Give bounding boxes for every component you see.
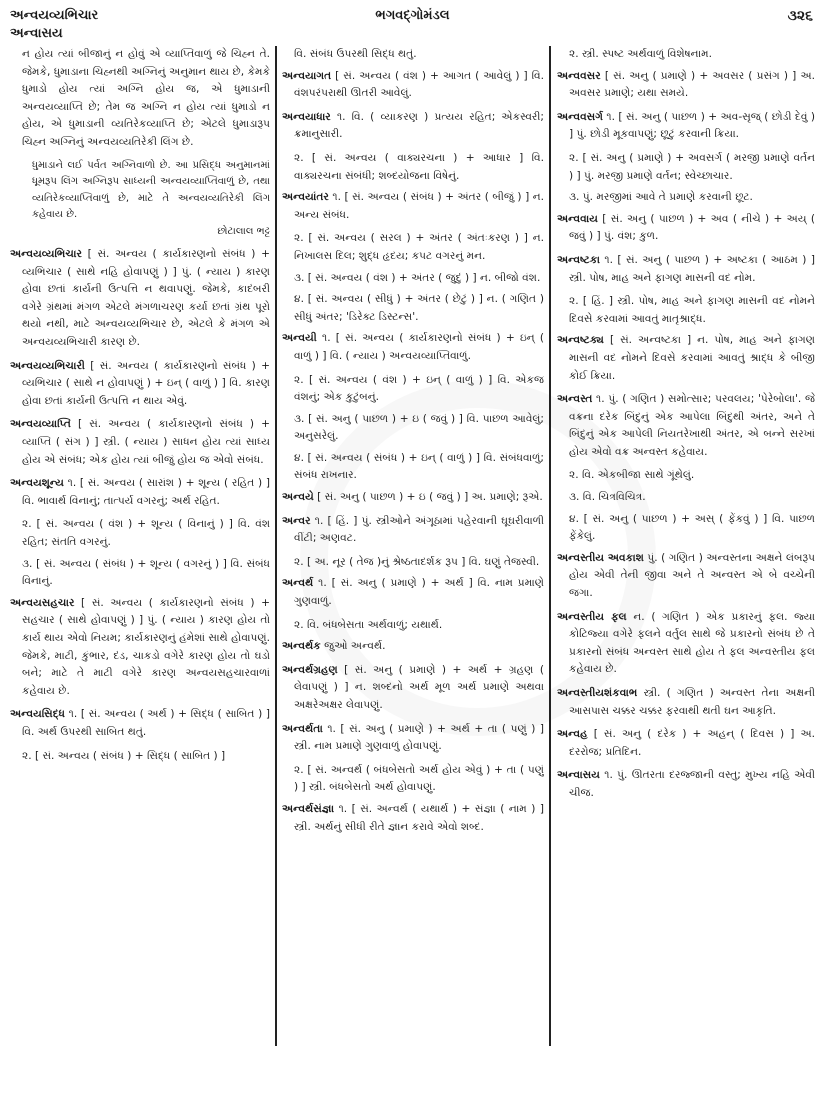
entry-continuation: વિ. સંબંધ ઉપરથી સિદ્ધ થતું. (294, 48, 417, 60)
entry-definition: ૧. [ હિં. ] પું. સ્ત્રીઓને અંગૂઠામાં પહેરવાની ઘૂઘરીવાળી વીંટી; અણવટ. (294, 514, 544, 545)
entry-sense: ૩. [ સં. અન્વય ( સંબંધ ) + શૂન્ય ( વગરનું ) ] વિ. સંબંધ વિનાનું. (22, 557, 270, 588)
entry-definition: ૧. [ સં. અન્વય ( કાર્યકારણનો સંબંધ ) + ઇન્ ( વાળું ) ] વિ. ( ન્યાય ) અન્વયવ્યાપ્તિવાળું. (294, 332, 544, 362)
entry-headword: અન્વયવ્યભિચારી (10, 359, 85, 372)
dictionary-entry (557, 726, 815, 761)
entry-headword: અન્વયશૂન્ય (10, 477, 64, 490)
entry-headword: અન્વષ્ટક્ય (557, 334, 604, 347)
entry-sense: ૨. વિ. એકબીજા સાથે ગૂંથેલું. (569, 469, 695, 482)
entry-headword: અન્વસ્ત (557, 393, 593, 406)
entry-definition: ૧. [ સં. અન્વય ( સારાંશ ) + શૂન્ય ( રહિત ) ] વિ. ભાવાર્થ વિનાનું; તાત્પર્ય વગરનું; અર્થ રહિત. (22, 477, 270, 507)
dictionary-entry (282, 662, 544, 715)
entry-headword: અન્વવાય (557, 212, 598, 225)
entry-definition: ૧. [ સં. અન્વય ( અર્થ ) + સિદ્ધ ( સાબિત ) ] વિ. અર્થ ઉપરથી સાબિત થતું. (22, 708, 270, 738)
dictionary-columns (0, 46, 825, 1106)
entry-definition: ૧. પું. ઊતરતા દરજ્જાની વસ્તુ; મુખ્ય નહિ એવી ચીજ. (569, 769, 815, 799)
dictionary-entry (10, 595, 270, 701)
dictionary-entry (557, 391, 815, 461)
entry-definition: [ સં. અન્વય ( કાર્યકારણનો સંબંધ ) + સહચાર ( સાથે હોવાપણું ) ] પું. ( ન્યાય ) કારણ હોય તો કાર્ય થાય એવો નિયમ; કાર્યકારણનું હંમેશાં સાથે હોવાપણું. જેમકે, માટી, કુંભાર, દંડ, ચાકડો વગેરે કારણ હોય તો ઘડો બને; માટે તે માટી વગેરે કારણ અન્વયસહચારવાળાં કહેવાય છે. (22, 596, 270, 697)
entry-definition: ૧. [ સં. અનુ ( પાછળ ) + અષ્ટકા ( આઠમ ) ] સ્ત્રી. પોષ, માહ અને ફાગણ માસની વદ નોમ. (569, 253, 815, 284)
dictionary-entry (10, 706, 270, 741)
entry-definition: [ સં. અનુ ( પ્રમાણે ) + અર્થ + ગ્રહણ ( લેવાપણું ) ] ન. શબ્દનો અર્થ મૂળ અર્થ પ્રમાણે અથવા અક્ષરેઅક્ષર લેવાપણું. (294, 663, 544, 711)
dictionary-entry (10, 358, 270, 411)
dictionary-entry (282, 721, 544, 756)
dictionary-entry (557, 211, 815, 246)
citation-quote (10, 158, 270, 241)
entry-headword: અન્વર્થ (282, 577, 314, 590)
entry-sense: ૪. [ સં. અન્વય ( સંબંધ ) + ઇન્ ( વાળું ) ] વિ. સંબંધવાળું; સંબંધ રાખનાર. (294, 451, 544, 482)
entry-definition: [ સં. અનુ ( પાછળ ) + ઇ ( જવું ) ] અ. પ્રમાણે; રૂએ. (313, 491, 543, 504)
entry-sense: ૨. [ સં. અન્વય ( વંશ ) + શૂન્ય ( વિનાનું ) ] વિ. વંશ રહિત; સંતતિ વગરનું. (22, 518, 270, 548)
dictionary-entry (557, 332, 815, 385)
dictionary-entry (282, 330, 544, 365)
column-3 (557, 46, 815, 1096)
quote-text: ધુમાડાને લઈ પર્વત અગ્નિવાળો છે. આ પ્રસિદ્ધ અનુમાનમાં ધૂમરૂપ લિંગ અગ્નિરૂપ સાધ્યની અન્વયવ્યાપ્તિવાળું છે, તથા વ્યતિરેકવ્યાપ્તિવાળું છે, માટે તે અન્વયવ્યતિરેકી લિંગ કહેવાય છે. (32, 159, 270, 221)
entry-headword: અન્વવસર (557, 69, 601, 82)
entry-definition: ૧. [ સં. અનુ ( પાછળ ) + અવ-સૃજ્ ( છોડી દેવું ) ] પું. છોડી મૂકવાપણું; છૂટું કરવાની ક્રિયા. (569, 110, 815, 141)
dictionary-entry (557, 767, 815, 802)
dictionary-entry (557, 609, 815, 679)
entry-headword: અન્વયવ્યાપ્તિ (10, 418, 71, 431)
entry-headword: અન્વર્થતા (282, 722, 323, 735)
entry-definition: [ સં. અન્વય ( વંશ ) + આગત ( આવેલું ) ] વિ. વંશપરંપરાથી ઊતરી આવેલું. (294, 69, 544, 100)
entry-definition: ૧. વિ. ( વ્યાકરણ ) પ્રત્યય રહિત; એકસ્વરી; ક્રમાનુસારી. (294, 110, 544, 141)
dictionary-entry (557, 68, 815, 103)
entry-headword: અન્વયાંતર (282, 191, 329, 204)
entry-sense: ૩. [ સં. અનુ ( પાછળ ) + ઇ ( જવું ) ] વિ. પાછળ આવેલું; અનુસરેલું. (294, 412, 544, 443)
dictionary-entry (557, 109, 815, 144)
entry-headword: અન્વર્થક (282, 640, 321, 653)
entry-continuation: ન હોય ત્યાં બીજાનું ન હોવું એ વ્યાપ્તિવાળું જે ચિહ્ન તે. જેમકે, ધુમાડાના ચિહ્નથી અગ્નિનું અનુમાન થાય છે, કેમકે ધુમાડો હોય ત્યાં અગ્નિ હોય જ, એ ધુમાડાની અન્વયવ્યાપ્તિ છે; તેમ જ અગ્નિ ન હોય ત્યાં ધુમાડો ન હોય, એ ધુમાડાની વ્યતિરેકવ્યાપ્તિ છે; એટલે ધુમાડારૂપ ચિહ્ન અગ્નિનું અન્વયવ્યતિરેકી લિંગ છે. (22, 48, 270, 148)
page-header (0, 6, 825, 46)
entry-sense: ૨. [ અ. નૂર ( તેજ )નું શ્રેષ્ઠતાદર્શક રૂપ ] વિ. ઘણું તેજસ્વી. (294, 555, 540, 568)
entry-sense: ૨. વિ. બંધબેસતા અર્થવાળું; યથાર્થ. (294, 618, 443, 631)
entry-sense: ૨. [ સં. અન્વય ( વાક્યરચના ) + આધાર ] વિ. વાક્યરચના સંબંધી; શબ્દયોજના વિષેનું. (294, 151, 544, 182)
entry-definition: ૧. [ સં. અન્વર્થ ( યથાર્થ ) + સંજ્ઞા ( નામ ) ] સ્ત્રી. અર્થનું સીધી રીતે જ્ઞાન કરાવે એવો શબ્દ. (294, 802, 544, 833)
dictionary-entry (282, 575, 544, 610)
entry-definition: [ સં. અનુ ( દરેક ) + અહન્ ( દિવસ ) ] અ. દરરોજ; પ્રતિદિન. (569, 728, 815, 758)
last-headword: અન્વાસય (10, 26, 63, 41)
book-title: ભગવદ્ગોમંડલ (375, 8, 450, 23)
entry-definition: [ સં. અનુ ( પાછળ ) + અવ ( નીચે ) + અય્ ( જવું ) ] પું. વંશ; કુળ. (569, 212, 815, 243)
entry-definition: [ સં. અનુ ( પ્રમાણે ) + અવસર ( પ્રસંગ ) ] અ. અવસર પ્રમાણે; યથા સમયે. (569, 69, 815, 100)
dictionary-entry (10, 246, 270, 352)
entry-headword: અન્વર્થસંજ્ઞા (282, 802, 335, 815)
dictionary-entry (282, 68, 544, 103)
quote-author: છોટાલાલ ભટ્ટ (217, 225, 270, 237)
entry-definition: ૧. [ સં. અનુ ( પ્રમાણે ) + અર્થ + તા ( પણું ) ] સ્ત્રી. નામ પ્રમાણે ગુણવાળું હોવાપણું. (294, 722, 544, 753)
first-headword: અન્વયવ્યભિચાર (10, 8, 99, 23)
entry-sense: ૨. સ્ત્રી. સ્પષ્ટ અર્થવાળું વિશેષનામ. (569, 48, 712, 60)
entry-headword: અન્વયી (282, 332, 317, 345)
entry-sense: ૨. [ સં. અન્વય ( વંશ ) + ઇન્ ( વાળું ) ] વિ. એકજ વંશનું; એક કુટુંબનું. (294, 373, 544, 404)
entry-headword: અન્વષ્ટકા (557, 253, 600, 266)
dictionary-entry (10, 475, 270, 510)
entry-headword: અન્વયાગત (282, 69, 332, 82)
entry-headword: અન્વર (282, 514, 311, 527)
dictionary-entry (282, 489, 544, 507)
entry-sense: ૨. [ સં. અનુ ( પ્રમાણે ) + અવસર્ગ ( મરજી પ્રમાણે વર્તન ) ] પું. મરજી પ્રમાણે વર્તન; સ્વેચ્છાચાર. (569, 151, 815, 182)
entry-headword: અન્વહ (557, 728, 588, 741)
dictionary-entry (282, 638, 544, 656)
dictionary-entry (557, 550, 815, 603)
dictionary-entry (10, 416, 270, 469)
entry-headword: અન્વવસર્ગ (557, 110, 603, 123)
entry-sense: ૨. [ સં. અન્વર્થ ( બંધબેસતો અર્થ હોય એવું ) + તા ( પણું ) ] સ્ત્રી. બંધબેસતો અર્થ હોવાપણું. (294, 763, 544, 794)
entry-sense: ૩. [ સં. અન્વય ( વંશ ) + અંતર ( જુદું ) ] ન. બીજો વંશ. (294, 271, 541, 284)
page-number: ૩૨૬ (787, 8, 813, 24)
entry-sense: ૨. [ સં. અન્વય ( સંબંધ ) + સિદ્ધ ( સાબિત ) ] (22, 749, 226, 762)
dictionary-entry (282, 513, 544, 548)
entry-headword: અન્વયસિદ્ધ (10, 708, 66, 721)
entry-headword: અન્વસ્તીયશંકવાભ (557, 687, 638, 699)
entry-definition: ૧. પું. ( ગણિત ) સમોત્સાર; પરવલય; 'પેરેબોલા'. જે વક્રના દરેક બિંદુનું એક આપેલા બિંદુથી અંતર, અને તે બિંદુનું એક આપેલી નિયતરેખાથી અંતર, એ બન્ને સરખાં હોય એવો વક્ર અન્વસ્ત કહેવાય. (569, 393, 815, 458)
dictionary-entry (282, 189, 544, 224)
entry-definition: [ સં. અન્વય ( કાર્યકારણનો સંબંધ ) + વ્યભિચાર ( સાથે ન હોવાપણું ) + ઇન્ ( વાળું ) ] વિ. કારણ હોવા છતાં કાર્યની ઉત્પત્તિ ન થાય એવું. (22, 359, 270, 407)
entry-definition: જુઓ અન્વર્થ. (320, 640, 386, 653)
entry-definition: [ સં. અન્વય ( કાર્યકારણનો સંબંધ ) + વ્યાપ્તિ ( સંગ ) ] સ્ત્રી. ( ન્યાય ) સાધન હોય ત્યાં સાધ્ય હોય એ સંબંધ; એક હોય ત્યાં બીજું હોય જ એવો સંબંધ. (22, 418, 270, 466)
dictionary-entry (282, 801, 544, 836)
dictionary-entry (557, 685, 815, 720)
entry-sense: ૪. [ સં. અન્વય ( સીધું ) + અંતર ( છેટું ) ] ન. ( ગણિત ) સીધું અંતર; 'ડિરેક્ટ ડિસ્ટન્સ'. (294, 293, 544, 323)
column-2 (282, 46, 544, 1096)
entry-sense: ૨. [ સં. અન્વય ( સરલ ) + અંતર ( અંતઃકરણ ) ] ન. નિખાલસ દિલ; શુદ્ધ હૃદય; કપટ વગરનું મન. (294, 232, 544, 262)
entry-definition: ન. ( ગણિત ) એક પ્રકારનું ફલ. જ્યા કોટિજ્યા વગેરે ફલને વર્તુલ સાથે જે પ્રકારનો સંબંધ છે તે પ્રકારનો સંબંધ અન્વસ્ત સાથે હોય તે ફલ અન્વસ્તીય ફલ કહેવાય છે. (569, 610, 815, 676)
entry-headword: અન્વસ્તીય ફલ (557, 610, 627, 623)
entry-headword: અન્વયવ્યભિચાર (10, 248, 82, 261)
dictionary-entry (282, 109, 544, 144)
entry-definition: [ સં. અન્વય ( કાર્યકારણનો સંબંધ ) + વ્યભિચાર ( સાથે નહિ હોવાપણું ) ] પું. ( ન્યાય ) કારણ હોવા છતાં કાર્યની ઉત્પત્તિ ન થવાપણું. જેમકે, કાદંબરી વગેરે ગ્રંથમાં મંગળ એટલે મંગળાચરણ કર્યા છતાં ગ્રંથ પૂરો થયો નથી, માટે અન્વયવ્યભિચાર છે, એટલે કે મંગળ એ અન્વયવ્યભિચારી કારણ છે. (22, 248, 270, 349)
column-divider (275, 46, 277, 1046)
column-divider (549, 46, 551, 1046)
entry-headword: અન્વયાધાર (282, 110, 331, 123)
entry-headword: અન્વયસહચાર (10, 596, 75, 609)
entry-definition: ૧. [ સં. અનુ ( પ્રમાણે ) + અર્થ ] વિ. નામ પ્રમાણે ગુણવાળું. (294, 577, 544, 608)
entry-sense: ૪. [ સં. અનુ ( પાછળ ) + અસ્ ( ફેંકવું ) ] વિ. પાછળ ફેંકેલું. (569, 512, 815, 543)
dictionary-entry (557, 252, 815, 287)
entry-definition: [ સં. અન્વષ્ટકા ] ન. પોષ, માહ અને ફાગણ માસની વદ નોમને દિવસે કરવામાં આવતું શ્રાદ્ધ કે બીજી કોઈ ક્રિયા. (569, 334, 815, 382)
entry-sense: ૩. વિ. ચિત્રવિચિત્ર. (569, 491, 646, 504)
entry-headword: અન્વર્થગ્રહણ (282, 663, 338, 676)
entry-definition: ૧. [ સં. અન્વય ( સંબંધ ) + અંતર ( બીજું ) ] ન. અન્ય સંબંધ. (294, 191, 544, 221)
column-1 (10, 46, 270, 1096)
entry-definition: સ્ત્રી. ( ગણિત ) અન્વસ્ત તેના અક્ષની આસપાસ ચક્કર ચક્કર ફરવાથી થતી ઘન આકૃતિ. (569, 687, 815, 717)
entry-definition: પું. ( ગણિત ) અન્વસ્તના અક્ષને લંબરૂપ હોય એવી તેની જીવા અને તે અન્વસ્ત એ બે વચ્ચેની જગા. (569, 551, 815, 600)
entry-sense: ૩. પું. મરજીમાં આવે તે પ્રમાણે કરવાની છૂટ. (569, 191, 753, 204)
entry-headword: અન્વયે (282, 491, 314, 504)
entry-headword: અન્વાસય (557, 769, 600, 782)
entry-headword: અન્વસ્તીય અવકાશ (557, 551, 644, 564)
entry-sense: ૨. [ હિં. ] સ્ત્રી. પોષ, માહ અને ફાગણ માસની વદ નોમને દિવસે કરવામાં આવતું માતૃશ્રાદ્ધ. (569, 295, 815, 325)
